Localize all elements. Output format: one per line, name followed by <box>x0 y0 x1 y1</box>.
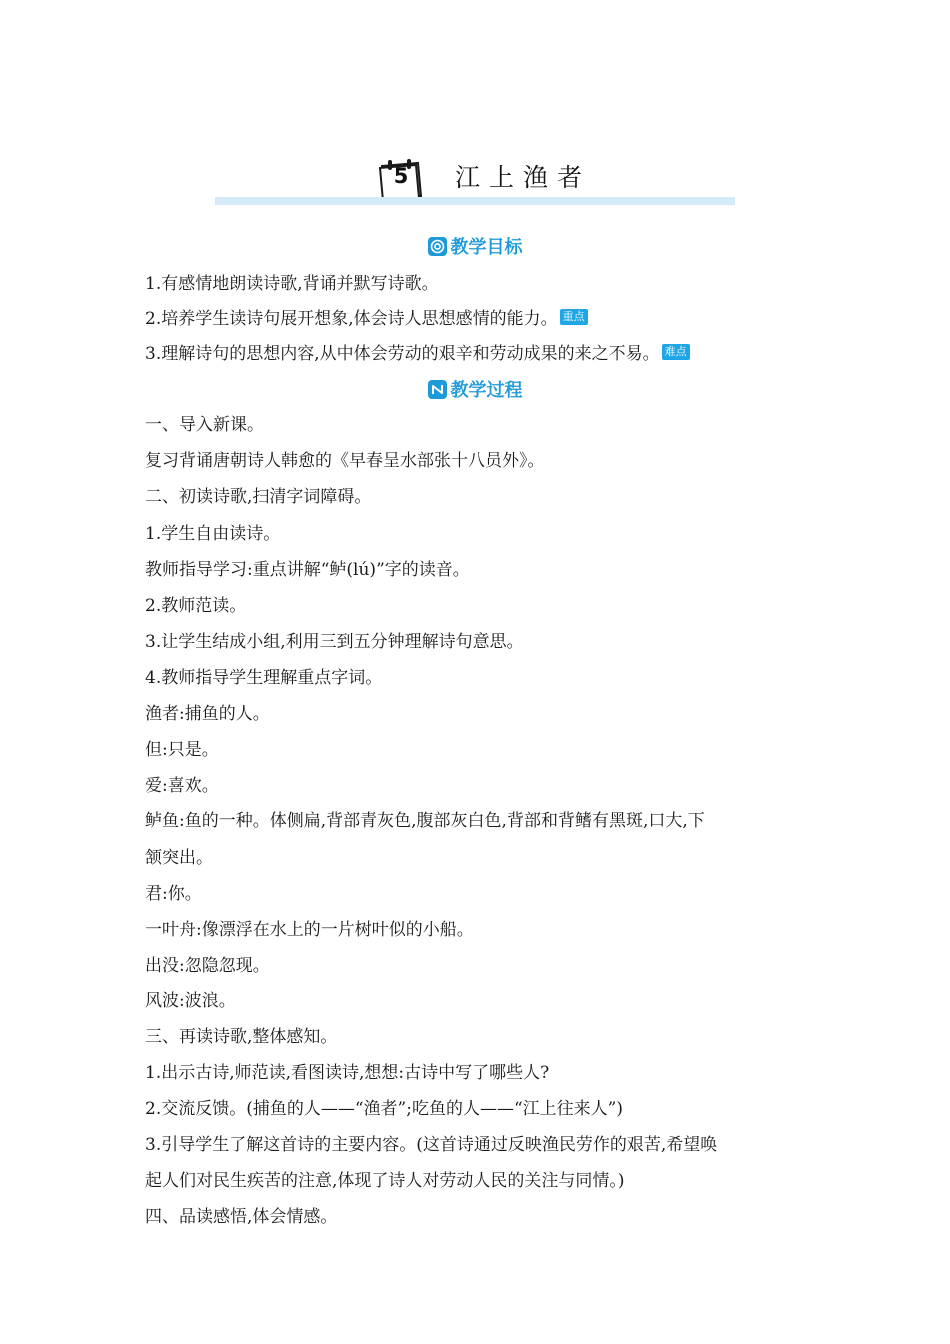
goal-item <box>145 273 439 295</box>
process-line: 三、再读诗歌,整体感知。 <box>145 1027 338 1047</box>
goal-item <box>145 308 588 330</box>
goal-text: 2.培养学生读诗句展开想象,体会诗人思想感情的能力。 <box>145 309 558 329</box>
difficult-point-badge: 难点 <box>662 344 690 360</box>
process-line: 2.教师范读。 <box>145 596 247 616</box>
section-goals-label: 教学目标 <box>450 237 523 258</box>
goal-text: 1.有感情地朗读诗歌,背诵并默写诗歌。 <box>145 274 439 294</box>
process-line: 一、导入新课。 <box>145 415 264 435</box>
section-process-heading <box>0 376 950 402</box>
process-line: 4.教师指导学生理解重点字词。 <box>145 668 383 688</box>
process-line: 3.引导学生了解这首诗的主要内容。(这首诗通过反映渔民劳作的艰苦,希望唤 <box>145 1135 718 1155</box>
lesson-number: 5 <box>393 164 409 188</box>
page-title: 江上渔者 <box>455 163 592 192</box>
process-line: 2.交流反馈。(捕鱼的人——“渔者”;吃鱼的人——“江上往来人”) <box>145 1099 623 1119</box>
process-line: 复习背诵唐朝诗人韩愈的《早春呈水部张十八员外》。 <box>145 451 545 471</box>
process-line: 渔者:捕鱼的人。 <box>145 704 270 724</box>
calendar-icon <box>378 158 424 202</box>
process-line: 3.让学生结成小组,利用三到五分钟理解诗句意思。 <box>145 632 524 652</box>
process-line: 颔突出。 <box>145 848 213 868</box>
target-icon <box>428 237 447 256</box>
process-line: 风波:波浪。 <box>145 991 236 1011</box>
process-line: 出没:忽隐忽现。 <box>145 956 270 976</box>
process-line: 君:你。 <box>145 884 202 904</box>
key-point-badge: 重点 <box>560 309 588 325</box>
section-goals-heading <box>0 233 950 259</box>
process-line: 但:只是。 <box>145 740 219 760</box>
goal-item <box>145 343 690 365</box>
process-line: 二、初读诗歌,扫清字词障碍。 <box>145 487 372 507</box>
process-line: 四、品读感悟,体会情感。 <box>145 1207 338 1227</box>
title-divider <box>215 197 735 205</box>
process-line: 1.学生自由读诗。 <box>145 524 281 544</box>
process-line: 1.出示古诗,师范读,看图读诗,想想:古诗中写了哪些人? <box>145 1063 550 1083</box>
process-line: 爱:喜欢。 <box>145 776 219 796</box>
process-line: 起人们对民生疾苦的注意,体现了诗人对劳动人民的关注与同情。) <box>145 1171 625 1191</box>
process-line: 教师指导学习:重点讲解“鲈(lú)”字的读音。 <box>145 560 470 580</box>
process-line: 鲈鱼:鱼的一种。体侧扁,背部青灰色,腹部灰白色,背部和背鳍有黑斑,口大,下 <box>145 811 705 831</box>
process-line: 一叶舟:像漂浮在水上的一片树叶似的小船。 <box>145 920 474 940</box>
goal-text: 3.理解诗句的思想内容,从中体会劳动的艰辛和劳动成果的来之不易。 <box>145 344 660 364</box>
section-process-label: 教学过程 <box>450 380 523 401</box>
process-icon <box>428 380 447 399</box>
